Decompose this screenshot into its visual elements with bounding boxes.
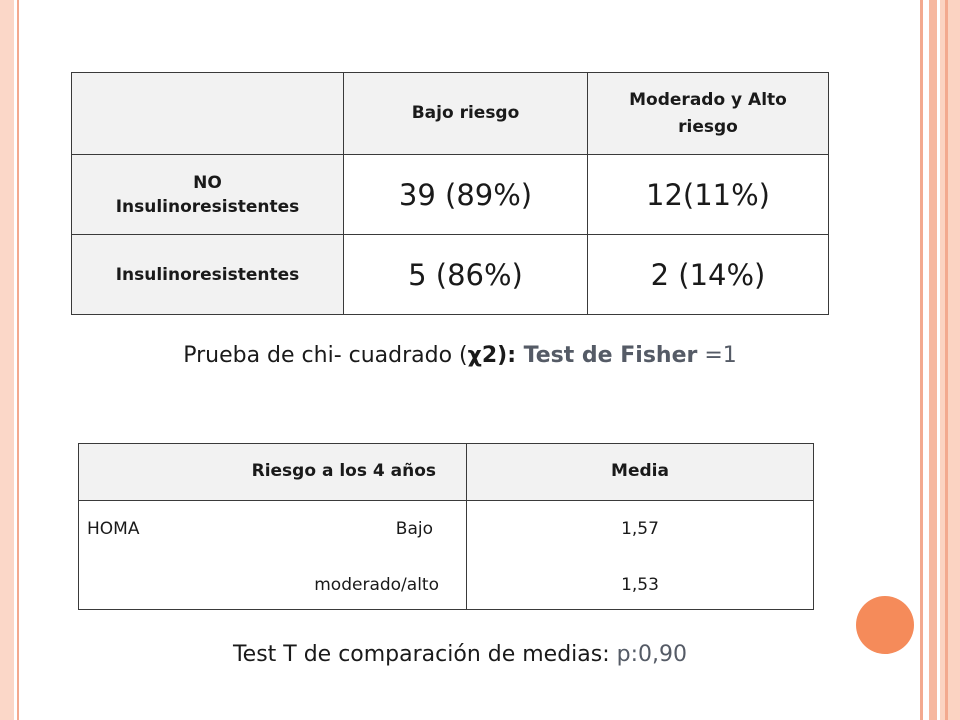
row-header: Insulinoresistentes bbox=[72, 235, 344, 315]
row-group-label: HOMA bbox=[87, 519, 140, 539]
right-border-band-outer bbox=[940, 0, 960, 720]
note-prefix: Test T de comparación de medias: bbox=[232, 642, 617, 667]
right-border-line-outer bbox=[945, 0, 948, 720]
row-label: Bajo bbox=[395, 519, 433, 539]
table-cell: 1,53 bbox=[621, 575, 659, 595]
test-value: =1 bbox=[697, 343, 737, 368]
right-border-line bbox=[920, 0, 923, 720]
chi-square-note bbox=[0, 343, 920, 368]
note-prefix: Prueba de chi- cuadrado ( bbox=[183, 343, 468, 368]
table-cell: 1,57 bbox=[621, 519, 659, 539]
test-name: Test de Fisher bbox=[523, 343, 698, 368]
homa-table bbox=[78, 443, 814, 610]
chi-symbol: χ2): bbox=[467, 343, 524, 368]
table-header-row bbox=[72, 73, 829, 155]
p-value: p:0,90 bbox=[616, 642, 688, 667]
column-header: Media bbox=[611, 461, 669, 481]
row-label: moderado/alto bbox=[314, 575, 439, 595]
table-row bbox=[72, 155, 829, 235]
table-cell: 5 (86%) bbox=[344, 235, 588, 315]
table-cell: 39 (89%) bbox=[344, 155, 588, 235]
t-test-note bbox=[0, 642, 920, 667]
table-cell: 2 (14%) bbox=[588, 235, 829, 315]
table-row bbox=[72, 235, 829, 315]
row-header bbox=[72, 155, 344, 235]
empty-corner-cell bbox=[72, 73, 344, 155]
right-border-band bbox=[929, 0, 937, 720]
column-header-label: Moderado y Alto riesgo bbox=[629, 89, 787, 137]
insulin-risk-table bbox=[71, 72, 829, 315]
column-header: Bajo riesgo bbox=[344, 73, 588, 155]
column-header: Riesgo a los 4 años bbox=[251, 461, 436, 481]
table-cell: 12(11%) bbox=[588, 155, 829, 235]
column-header bbox=[588, 73, 829, 155]
row-header-label: NO Insulinoresistentes bbox=[115, 172, 300, 217]
